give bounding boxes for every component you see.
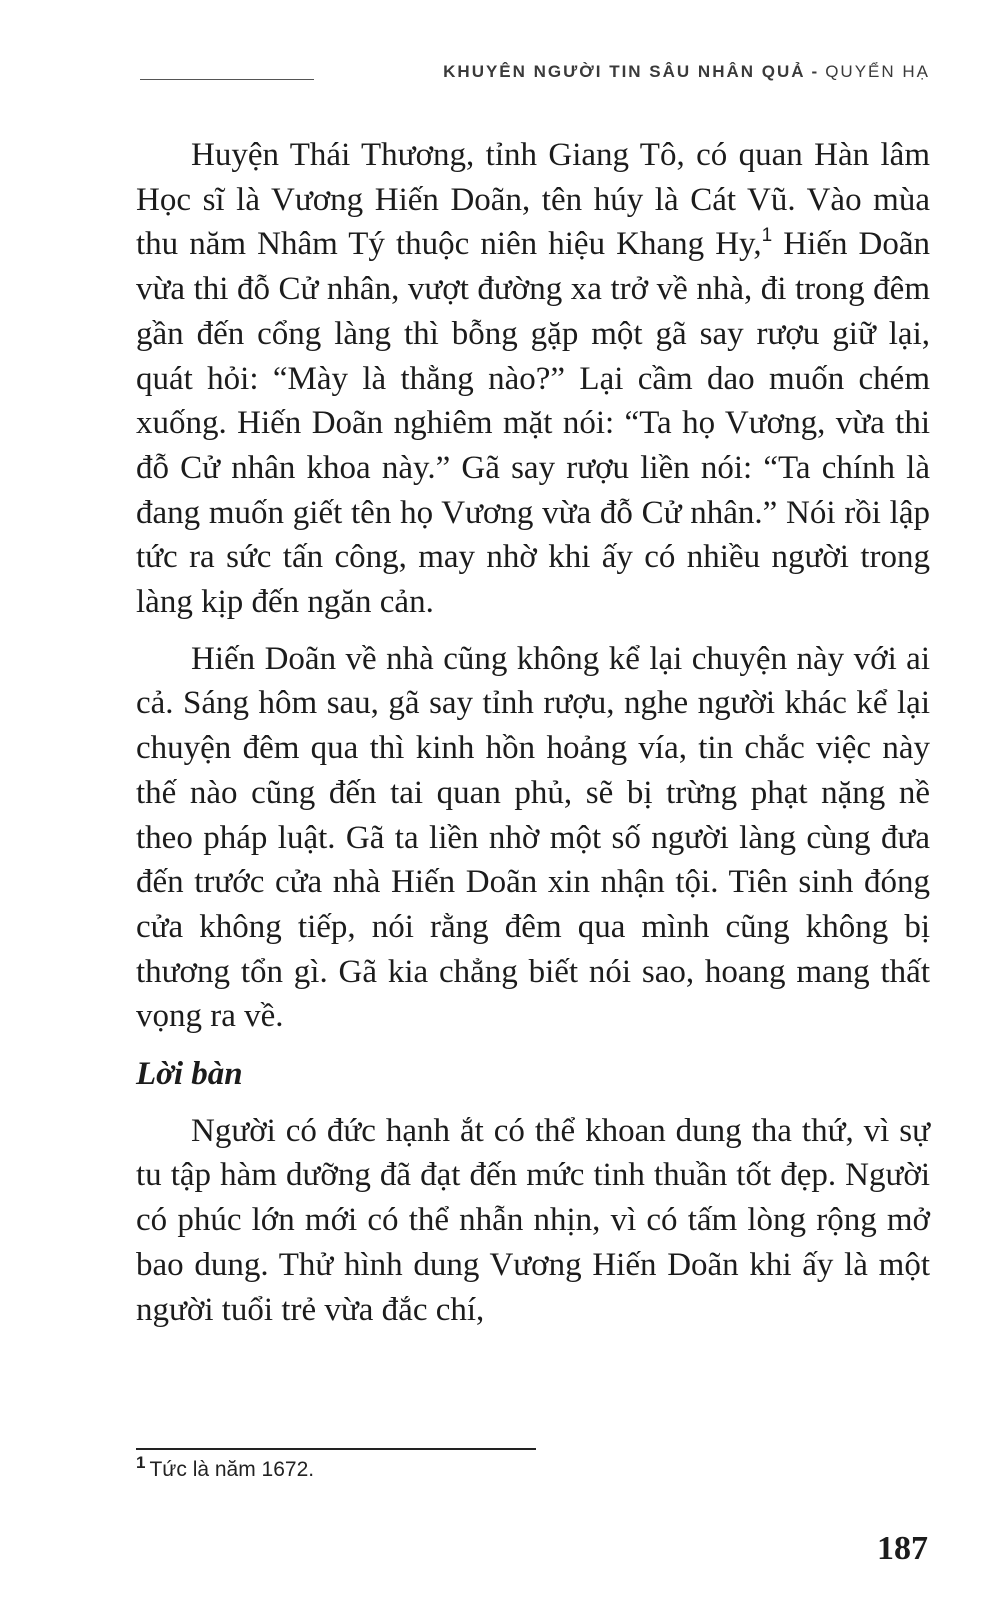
book-title: KHUYÊN NGƯỜI TIN SÂU NHÂN QUẢ <box>443 62 806 81</box>
running-head <box>443 62 930 82</box>
paragraph-1-part-a: Huyện Thái Thương, tỉnh Giang Tô, có quan Hàn lâm Học sĩ là Vương Hiến Doãn, tên húy là Cát Vũ. Vào mùa thu năm Nhâm Tý thuộc niên hiệu Khang Hy, <box>136 137 930 263</box>
paragraph-3: Người có đức hạnh ắt có thể khoan dung tha thứ, vì sự tu tập hàm dưỡng đã đạt đến mức tinh thuần tốt đẹp. Người có phúc lớn mới có thể nhẫn nhịn, vì có tấm lòng rộng mở bao dung. Thử hình dung Vương Hiến Doãn khi ấy là một người tuổi trẻ vừa đắc chí, <box>136 1112 930 1328</box>
header-separator: - <box>811 62 820 81</box>
footnote <box>136 1453 315 1482</box>
body-text <box>136 133 930 1332</box>
footnote-text: Tức là năm 1672. <box>149 1458 315 1481</box>
paragraph-1-part-b: Hiến Doãn vừa thi đỗ Cử nhân, vượt đường xa trở về nhà, đi trong đêm gần đến cổng làng thì bỗng gặp một gã say rượu giữ lại, quát hỏi: “Mày là thằng nào?” Lại cầm dao muốn chém xuống. Hiến Doãn nghiêm mặt nói: “Ta họ Vương, vừa thi đỗ Cử nhân khoa này.” Gã say rượu liền nói: “Ta chính là đang muốn giết tên họ Vương vừa đỗ Cử nhân.” Nói rồi lập tức ra sức tấn công, may nhờ khi ấy có nhiều người trong làng kịp đến ngăn cản. <box>136 226 930 621</box>
paragraph-2: Hiến Doãn về nhà cũng không kể lại chuyện này với ai cả. Sáng hôm sau, gã say tỉnh rượu, nghe người khác kể lại chuyện đêm qua thì kinh hồn hoảng vía, tin chắc việc này thế nào cũng đến tai quan phủ, sẽ bị trừng phạt nặng nề theo pháp luật. Gã ta liền nhờ một số người làng cùng đưa đến trước cửa nhà Hiến Doãn xin nhận tội. Tiên sinh đóng cửa không tiếp, nói rằng đêm qua mình cũng không bị thương tổn gì. Gã kia chẳng biết nói sao, hoang mang thất vọng ra về. <box>136 640 930 1035</box>
page-number: 187 <box>877 1530 928 1567</box>
header-rule <box>140 79 314 80</box>
footnote-rule <box>136 1448 536 1450</box>
section-heading: Lời bàn <box>136 1056 243 1093</box>
volume-label: QUYỂN HẠ <box>825 62 930 81</box>
footnote-marker: 1 <box>136 1453 146 1472</box>
paragraph-1 <box>136 133 930 625</box>
footnote-reference: 1 <box>761 225 773 247</box>
